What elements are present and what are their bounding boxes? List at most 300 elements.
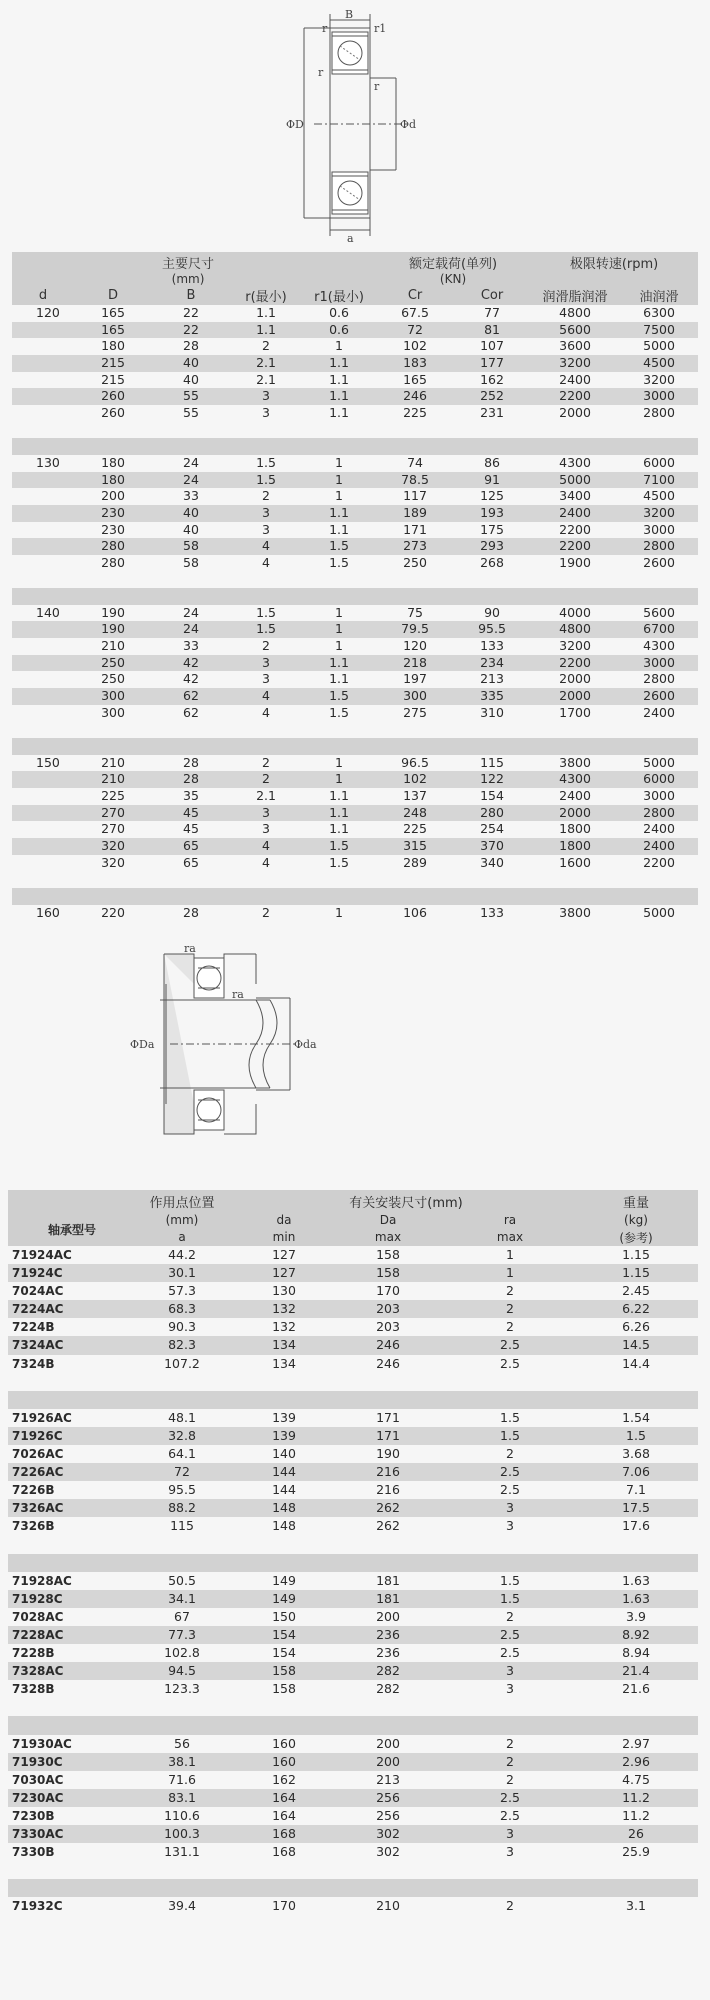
cell-d: 120: [12, 305, 74, 322]
table-cell: 282: [330, 1680, 446, 1698]
table-cell: 2: [230, 771, 302, 788]
table-cell: 1.1: [302, 355, 376, 372]
table-cell: 282: [330, 1662, 446, 1680]
table-row: [12, 472, 698, 489]
table-cell: 137: [376, 788, 454, 805]
table-cell: 2.5: [446, 1463, 574, 1481]
table-cell: 42: [152, 655, 230, 672]
table-cell: 190: [330, 1445, 446, 1463]
table-cell: 1.5: [302, 555, 376, 572]
table-cell: 130: [238, 1282, 330, 1300]
table-cell: 3.9: [574, 1608, 698, 1626]
table-cell: 2: [446, 1753, 574, 1771]
table-cell: 55: [152, 388, 230, 405]
table-cell: 171: [330, 1427, 446, 1445]
table-cell: 33: [152, 488, 230, 505]
table-cell: 1.5: [302, 538, 376, 555]
table-row: [12, 488, 698, 505]
table-cell: 168: [238, 1843, 330, 1861]
table-row: [12, 322, 698, 339]
cell-d: [12, 338, 74, 355]
table-cell: 3.1: [574, 1897, 698, 1915]
table-cell: 4: [230, 705, 302, 722]
table-cell: 154: [238, 1626, 330, 1644]
table-cell: 2: [446, 1300, 574, 1318]
group-separator: [12, 721, 698, 738]
table-cell: 134: [238, 1336, 330, 1354]
table-cell: 40: [152, 505, 230, 522]
table-cell: 7.1: [574, 1481, 698, 1499]
table-cell: 32.8: [126, 1427, 238, 1445]
bearing-cross-section-diagram: [286, 6, 430, 245]
table-cell: 2200: [620, 855, 698, 872]
table-cell: 1800: [530, 821, 620, 838]
table-cell: 268: [454, 555, 530, 572]
table-cell: 48.1: [126, 1409, 238, 1427]
header-weight-unit: (kg): [624, 1213, 648, 1227]
table-cell: 210: [330, 1897, 446, 1915]
table-row: [8, 1318, 698, 1336]
col-a: a: [178, 1230, 186, 1244]
table-cell: 260: [74, 388, 152, 405]
col-d: d: [38, 288, 48, 303]
table-row: [12, 455, 698, 472]
table-cell: 133: [454, 638, 530, 655]
table-row: [8, 1626, 698, 1644]
table-cell: 165: [74, 305, 152, 322]
table-cell: 45: [152, 805, 230, 822]
table-cell: 4500: [620, 488, 698, 505]
table-cell: 2.96: [574, 1753, 698, 1771]
label-r-side: r: [318, 66, 324, 79]
cell-d: [12, 821, 74, 838]
table-row: [8, 1463, 698, 1481]
table-cell: 168: [238, 1825, 330, 1843]
table-cell: 14.4: [574, 1355, 698, 1373]
table-cell: 79.5: [376, 621, 454, 638]
table-cell: 132: [238, 1318, 330, 1336]
table-cell: 22: [152, 305, 230, 322]
table-cell: 38.1: [126, 1753, 238, 1771]
table-cell: 190: [74, 621, 152, 638]
col-r1-min: r1(最小): [314, 290, 364, 305]
table-cell: 123.3: [126, 1680, 238, 1698]
table-cell: 2.97: [574, 1735, 698, 1753]
model-cell: 7330AC: [8, 1825, 126, 1843]
table-cell: 8.94: [574, 1644, 698, 1662]
table-cell: 160: [238, 1753, 330, 1771]
model-cell: 7230B: [8, 1807, 126, 1825]
table-row: [8, 1300, 698, 1318]
table-cell: 1.5: [302, 688, 376, 705]
table-cell: 4: [230, 688, 302, 705]
table-cell: 1.63: [574, 1590, 698, 1608]
table-cell: 216: [330, 1463, 446, 1481]
header-main-dims: 主要尺寸: [162, 256, 215, 272]
header-main-dims-unit: (mm): [171, 272, 205, 286]
table-cell: 248: [376, 805, 454, 822]
table-cell: 1: [302, 755, 376, 772]
table-cell: 160: [238, 1735, 330, 1753]
table-cell: 2.5: [446, 1644, 574, 1662]
table-cell: 1: [302, 455, 376, 472]
table-cell: 1.15: [574, 1264, 698, 1282]
table-cell: 1.1: [302, 522, 376, 539]
table-cell: 320: [74, 838, 152, 855]
table-cell: 75: [376, 605, 454, 622]
table-cell: 1: [302, 905, 376, 922]
table-cell: 6000: [620, 455, 698, 472]
mounting-dimensions-table: [8, 1190, 698, 1915]
model-cell: 7224B: [8, 1318, 126, 1336]
table-cell: 177: [454, 355, 530, 372]
table-cell: 3000: [620, 388, 698, 405]
table-row: [12, 838, 698, 855]
table-cell: 2400: [620, 821, 698, 838]
table-cell: 2000: [530, 805, 620, 822]
table-cell: 2.5: [446, 1807, 574, 1825]
table-cell: 2400: [530, 788, 620, 805]
table-row: [8, 1897, 698, 1915]
table-cell: 115: [126, 1517, 238, 1535]
table-row: [8, 1481, 698, 1499]
table-cell: 193: [454, 505, 530, 522]
table-cell: 158: [330, 1246, 446, 1264]
table-cell: 1900: [530, 555, 620, 572]
table-cell: 148: [238, 1499, 330, 1517]
table-row: [8, 1264, 698, 1282]
group-separator: [12, 871, 698, 888]
table-cell: 139: [238, 1409, 330, 1427]
table-row: [8, 1282, 698, 1300]
table-cell: 2.1: [230, 372, 302, 389]
table-cell: 6.26: [574, 1318, 698, 1336]
table-cell: 1: [302, 621, 376, 638]
table-cell: 3000: [620, 655, 698, 672]
table-row: [12, 505, 698, 522]
table-row: [8, 1608, 698, 1626]
table-cell: 45: [152, 821, 230, 838]
cell-d: [12, 405, 74, 422]
table-cell: 22: [152, 322, 230, 339]
table-cell: 102.8: [126, 1644, 238, 1662]
bearing-dimensions-table: [12, 252, 698, 921]
table-cell: 2.5: [446, 1336, 574, 1354]
table-cell: 3800: [530, 755, 620, 772]
table-cell: 3: [446, 1680, 574, 1698]
table-cell: 302: [330, 1843, 446, 1861]
model-cell: 7228AC: [8, 1626, 126, 1644]
table-cell: 262: [330, 1517, 446, 1535]
table-cell: 2: [230, 638, 302, 655]
table-cell: 24: [152, 605, 230, 622]
cell-d: [12, 805, 74, 822]
label-phi-D: ΦD: [286, 118, 304, 131]
table-cell: 165: [376, 372, 454, 389]
table-cell: 180: [74, 472, 152, 489]
model-cell: 7024AC: [8, 1282, 126, 1300]
col-da: da: [276, 1213, 292, 1227]
model-cell: 7326AC: [8, 1499, 126, 1517]
table-cell: 2: [446, 1318, 574, 1336]
col-oil: 油润滑: [639, 290, 679, 305]
table-cell: 1.1: [302, 505, 376, 522]
table-cell: 1.1: [302, 821, 376, 838]
col-grease: 润滑脂润滑: [542, 290, 608, 305]
table-cell: 64.1: [126, 1445, 238, 1463]
table-cell: 100.3: [126, 1825, 238, 1843]
table-cell: 133: [454, 905, 530, 922]
cell-d: [12, 538, 74, 555]
table-cell: 139: [238, 1427, 330, 1445]
table-cell: 256: [330, 1807, 446, 1825]
table-cell: 57.3: [126, 1282, 238, 1300]
header-mounting: 有关安装尺寸(mm): [349, 1195, 463, 1211]
table-cell: 5000: [620, 905, 698, 922]
table-cell: 30.1: [126, 1264, 238, 1282]
table-cell: 203: [330, 1318, 446, 1336]
table-cell: 1.5: [230, 455, 302, 472]
cell-d: [12, 771, 74, 788]
header-weight-ref: (参考): [619, 1230, 653, 1245]
table-cell: 2600: [620, 688, 698, 705]
table-cell: 203: [330, 1300, 446, 1318]
table-cell: 120: [376, 638, 454, 655]
table-cell: 190: [74, 605, 152, 622]
model-cell: 71924AC: [8, 1246, 126, 1264]
table-cell: 3: [230, 405, 302, 422]
table-cell: 95.5: [454, 621, 530, 638]
table-cell: 21.6: [574, 1680, 698, 1698]
table-cell: 102: [376, 338, 454, 355]
table-cell: 236: [330, 1626, 446, 1644]
group-separator: [12, 438, 698, 455]
table-cell: 1: [446, 1246, 574, 1264]
table-cell: 225: [376, 405, 454, 422]
table-cell: 2: [446, 1735, 574, 1753]
label-r-inner: r: [374, 80, 380, 93]
table-cell: 26: [574, 1825, 698, 1843]
group-separator: [12, 888, 698, 905]
table-row: [12, 621, 698, 638]
table-cell: 5000: [620, 338, 698, 355]
cell-d: [12, 372, 74, 389]
table-cell: 2: [446, 1282, 574, 1300]
table-cell: 17.6: [574, 1517, 698, 1535]
table-cell: 82.3: [126, 1336, 238, 1354]
table-row: [12, 538, 698, 555]
table-cell: 154: [238, 1644, 330, 1662]
table-cell: 270: [74, 821, 152, 838]
table-row: [12, 372, 698, 389]
table-cell: 1.5: [230, 621, 302, 638]
table-row: [8, 1735, 698, 1753]
table-cell: 300: [376, 688, 454, 705]
table-cell: 144: [238, 1463, 330, 1481]
table-cell: 122: [454, 771, 530, 788]
cell-d: [12, 355, 74, 372]
group-separator: [8, 1391, 698, 1409]
table-cell: 2800: [620, 538, 698, 555]
group-separator: [12, 738, 698, 755]
table-cell: 370: [454, 838, 530, 855]
table-cell: 262: [330, 1499, 446, 1517]
table-cell: 14.5: [574, 1336, 698, 1354]
table-cell: 1.1: [302, 372, 376, 389]
table-cell: 1.1: [302, 805, 376, 822]
table-cell: 1.5: [446, 1427, 574, 1445]
table-cell: 127: [238, 1264, 330, 1282]
table-cell: 280: [454, 805, 530, 822]
table-cell: 300: [74, 688, 152, 705]
table-cell: 42: [152, 671, 230, 688]
table-cell: 2: [446, 1897, 574, 1915]
table-cell: 3: [230, 655, 302, 672]
model-cell: 7028AC: [8, 1608, 126, 1626]
table-row: [12, 671, 698, 688]
table-cell: 39.4: [126, 1897, 238, 1915]
model-cell: 7226B: [8, 1481, 126, 1499]
table-cell: 2400: [620, 705, 698, 722]
table-cell: 250: [376, 555, 454, 572]
table-cell: 72: [126, 1463, 238, 1481]
table-cell: 56: [126, 1735, 238, 1753]
table-cell: 2600: [620, 555, 698, 572]
col-B: B: [186, 288, 196, 303]
table-cell: 1.5: [446, 1590, 574, 1608]
table-cell: 107: [454, 338, 530, 355]
table-cell: 2000: [530, 671, 620, 688]
table-cell: 8.92: [574, 1626, 698, 1644]
table-cell: 3: [230, 388, 302, 405]
table-cell: 162: [238, 1771, 330, 1789]
table-row: [8, 1355, 698, 1373]
table-cell: 210: [74, 755, 152, 772]
table-cell: 2200: [530, 655, 620, 672]
table-cell: 6000: [620, 771, 698, 788]
table-cell: 1: [302, 488, 376, 505]
table-cell: 2200: [530, 388, 620, 405]
table-cell: 246: [330, 1355, 446, 1373]
table-cell: 5000: [530, 472, 620, 489]
table-row: [8, 1680, 698, 1698]
table-cell: 220: [74, 905, 152, 922]
table-cell: 4: [230, 838, 302, 855]
table-row: [8, 1246, 698, 1264]
header-rated-load-unit: (KN): [439, 272, 467, 286]
table-cell: 2000: [530, 688, 620, 705]
table-cell: 2000: [530, 405, 620, 422]
table-cell: 91: [454, 472, 530, 489]
cell-d: [12, 488, 74, 505]
table-cell: 62: [152, 688, 230, 705]
table-cell: 5600: [530, 322, 620, 339]
group-separator: [8, 1536, 698, 1554]
table-row: [12, 405, 698, 422]
table-row: [12, 755, 698, 772]
group-separator: [8, 1698, 698, 1716]
label-ra-top: ra: [184, 942, 196, 955]
cell-d: [12, 555, 74, 572]
model-cell: 71928AC: [8, 1572, 126, 1590]
table-cell: 127: [238, 1246, 330, 1264]
table-cell: 25.9: [574, 1843, 698, 1861]
table-cell: 234: [454, 655, 530, 672]
table-cell: 107.2: [126, 1355, 238, 1373]
model-cell: 71930AC: [8, 1735, 126, 1753]
col-r-min: r(最小): [245, 290, 287, 305]
table-cell: 2200: [530, 522, 620, 539]
table-cell: 180: [74, 338, 152, 355]
table-cell: 1: [302, 605, 376, 622]
table-cell: 175: [454, 522, 530, 539]
table-cell: 4: [230, 855, 302, 872]
table-cell: 1.5: [230, 605, 302, 622]
table-cell: 181: [330, 1590, 446, 1608]
table-cell: 21.4: [574, 1662, 698, 1680]
col-da-min: min: [272, 1230, 296, 1244]
table-cell: 2800: [620, 671, 698, 688]
table-row: [12, 771, 698, 788]
table-cell: 4800: [530, 305, 620, 322]
table-cell: 1.15: [574, 1246, 698, 1264]
group-separator: [8, 1861, 698, 1879]
table-row: [8, 1644, 698, 1662]
table-row: [8, 1753, 698, 1771]
table-row: [12, 555, 698, 572]
group-separator: [12, 422, 698, 439]
table-cell: 1.1: [302, 405, 376, 422]
table-row: [8, 1789, 698, 1807]
table-cell: 7100: [620, 472, 698, 489]
table-cell: 213: [330, 1771, 446, 1789]
table-cell: 102: [376, 771, 454, 788]
model-cell: 7226AC: [8, 1463, 126, 1481]
table-cell: 3: [446, 1843, 574, 1861]
table-cell: 24: [152, 455, 230, 472]
table-cell: 67: [126, 1608, 238, 1626]
table-cell: 1800: [530, 838, 620, 855]
table-cell: 86: [454, 455, 530, 472]
table-cell: 200: [74, 488, 152, 505]
table-cell: 2: [446, 1445, 574, 1463]
table-cell: 35: [152, 788, 230, 805]
table-cell: 50.5: [126, 1572, 238, 1590]
table-cell: 225: [376, 821, 454, 838]
table-row: [8, 1590, 698, 1608]
table-cell: 88.2: [126, 1499, 238, 1517]
model-cell: 7228B: [8, 1644, 126, 1662]
table-cell: 2400: [530, 505, 620, 522]
table-cell: 1.54: [574, 1409, 698, 1427]
table-cell: 3: [446, 1517, 574, 1535]
model-cell: 7324B: [8, 1355, 126, 1373]
table-row: [12, 388, 698, 405]
table-row: [8, 1445, 698, 1463]
table-cell: 28: [152, 905, 230, 922]
table-cell: 2.1: [230, 788, 302, 805]
table-cell: 250: [74, 655, 152, 672]
table-cell: 6.22: [574, 1300, 698, 1318]
table-row: [8, 1336, 698, 1354]
label-B: B: [345, 8, 354, 21]
table-cell: 260: [74, 405, 152, 422]
table-row: [12, 305, 698, 322]
table-cell: 218: [376, 655, 454, 672]
model-cell: 71924C: [8, 1264, 126, 1282]
table-row: [12, 688, 698, 705]
table-cell: 117: [376, 488, 454, 505]
